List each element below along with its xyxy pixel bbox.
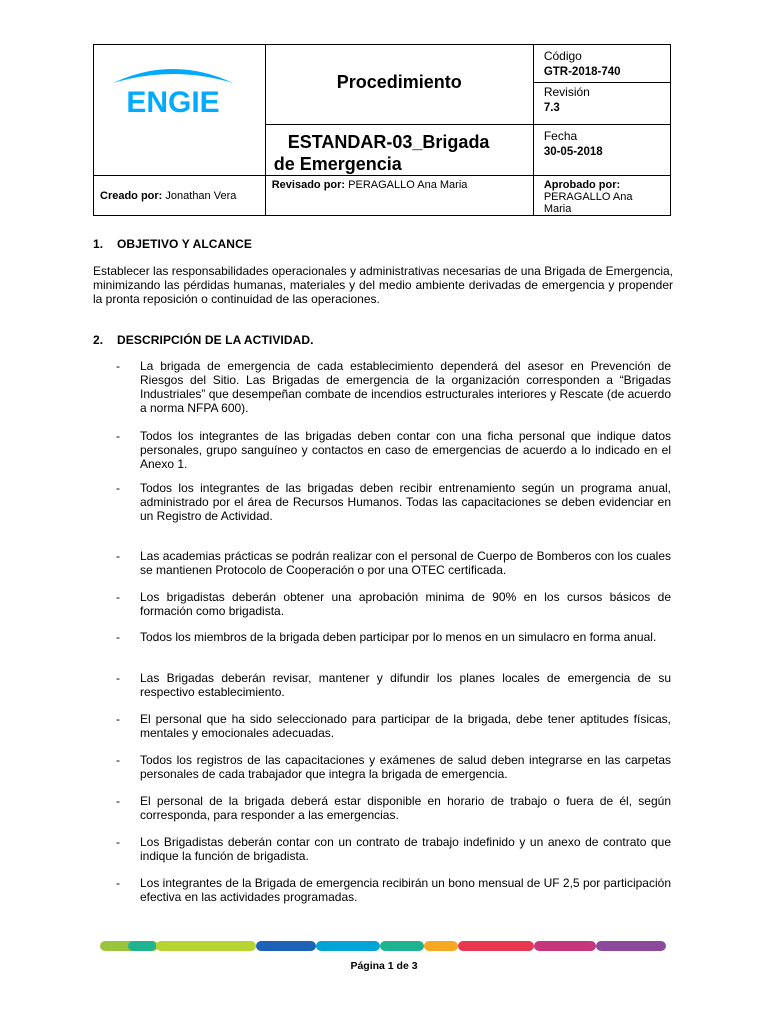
bullet-dash: - bbox=[116, 671, 120, 685]
reviewed-by-cell bbox=[265, 176, 533, 216]
code-revision-cell bbox=[533, 45, 670, 125]
page-number: Página 1 de 3 bbox=[350, 960, 418, 972]
bullet-dash: - bbox=[116, 429, 120, 443]
code-label: Código bbox=[543, 49, 582, 63]
date-value: 30-05-2018 bbox=[543, 146, 603, 158]
section-1-heading bbox=[93, 237, 252, 251]
revision-label: Revisión bbox=[543, 85, 590, 99]
bullet-text: Todos los integrantes de las brigadas deben recibir entrenamiento según un programa anual, administrado por el área de Recursos Humanos. Todas las capacitaciones se deben evidenciar en un Registro de Actividad. bbox=[140, 481, 671, 523]
created-by-cell bbox=[94, 176, 266, 216]
approved-by-cell bbox=[533, 176, 670, 216]
section-2-number: 2. bbox=[93, 333, 104, 347]
approved-label: Aprobado por: bbox=[543, 179, 621, 191]
bar-segment-lime bbox=[156, 941, 256, 951]
created-label: Creado por: bbox=[100, 189, 163, 202]
engie-logo bbox=[107, 58, 239, 116]
doc-type-cell bbox=[265, 45, 533, 125]
bullet-text: Las Brigadas deberán revisar, mantener y difundir los planes locales de emergencia de su respectivo establecimiento. bbox=[140, 671, 671, 699]
bullet-dash: - bbox=[116, 876, 120, 890]
bullet-text: Todos los integrantes de las brigadas deben contar con una ficha personal que indique datos personales, grupo sanguíneo y contactos en caso de emergencias de acuerdo a lo indicado en el Anexo 1. bbox=[140, 429, 671, 471]
bar-segment-magenta bbox=[534, 941, 596, 951]
bullet-text: El personal que ha sido seleccionado para participar de la brigada, debe tener aptitudes físicas, mentales y emocionales adecuadas. bbox=[140, 712, 671, 740]
bar-segment-red bbox=[458, 941, 534, 951]
document-title bbox=[266, 125, 533, 175]
footer-color-bar bbox=[100, 941, 666, 951]
bullet-dash: - bbox=[116, 835, 120, 849]
logo-text: ENGIE bbox=[126, 86, 220, 116]
section-1-paragraph: Establecer las responsabilidades operacionales y administrativas necesarias de una Brigada de Emergencia, minimizando las pérdidas humanas, materiales y del medio ambiente derivadas de emergencia y propender la pronta reposición o continuidad de las operaciones. bbox=[93, 264, 673, 306]
date-cell bbox=[533, 125, 670, 176]
bullet-text: Las academias prácticas se podrán realizar con el personal de Cuerpo de Bomberos con los cuales se mantienen Protocolo de Cooperación o por una OTEC certificada. bbox=[140, 549, 671, 577]
section-1-title: OBJETIVO Y ALCANCE bbox=[117, 237, 252, 251]
bar-segment-cyan bbox=[316, 941, 380, 951]
title-line-2: de Emergencia bbox=[273, 154, 402, 174]
bullet-dash: - bbox=[116, 590, 120, 604]
bullet-text: La brigada de emergencia de cada establecimiento dependerá del asesor en Prevención de Riesgos del Sitio. Las Brigadas de emergencia de la organización corresponden a “Brigadas Industriales” que desempeñan combate de incendios estructurales interiores y Rescate (de acuerdo a norma NFPA 600). bbox=[140, 359, 671, 415]
bullet-text: Los Brigadistas deberán contar con un contrato de trabajo indefinido y un anexo de contrato que indique la función de brigadista. bbox=[140, 835, 671, 863]
title-cell bbox=[265, 125, 533, 176]
document-header-table bbox=[93, 44, 671, 216]
bullet-dash: - bbox=[116, 481, 120, 495]
date-label: Fecha bbox=[543, 129, 578, 143]
logo-cell bbox=[94, 45, 266, 176]
revision-value: 7.3 bbox=[543, 102, 560, 114]
section-2-title: DESCRIPCIÓN DE LA ACTIVIDAD. bbox=[117, 333, 314, 347]
bar-segment-purple bbox=[596, 941, 666, 951]
doc-type: Procedimiento bbox=[336, 72, 462, 92]
bullet-text: El personal de la brigada deberá estar disponible en horario de trabajo o fuera de él, según corresponda, para responder a las emergencias. bbox=[140, 794, 671, 822]
bullet-text: Todos los miembros de la brigada deben participar por lo menos en un simulacro en forma anual. bbox=[140, 630, 657, 644]
reviewed-value: PERAGALLO Ana Maria bbox=[348, 179, 468, 191]
bullet-text: Los brigadistas deberán obtener una aprobación minima de 90% en los cursos básicos de formación como brigadista. bbox=[140, 590, 671, 618]
section-1-number: 1. bbox=[93, 237, 104, 251]
bullet-dash: - bbox=[116, 630, 120, 644]
reviewed-label: Revisado por: bbox=[271, 179, 346, 191]
bullet-dash: - bbox=[116, 753, 120, 767]
bar-segment-teal-2 bbox=[380, 941, 424, 951]
section-2-heading bbox=[93, 333, 314, 347]
approved-value: PERAGALLO Ana Maria bbox=[543, 191, 633, 215]
created-value: Jonathan Vera bbox=[165, 189, 237, 202]
bullet-text: Los integrantes de la Brigada de emergencia recibirán un bono mensual de UF 2,5 por participación efectiva en las actividades programadas. bbox=[140, 876, 671, 904]
bullet-text: Todos los registros de las capacitaciones y exámenes de salud deben integrarse en las carpetas personales de cada trabajador que integra la brigada de emergencia. bbox=[140, 753, 671, 781]
bar-segment-blue bbox=[256, 941, 316, 951]
bar-segment-teal bbox=[128, 941, 156, 951]
code-value: GTR-2018-740 bbox=[543, 66, 621, 78]
bar-segment-orange bbox=[424, 941, 458, 951]
title-line-1: ESTANDAR-03_Brigada bbox=[287, 132, 490, 152]
bullet-dash: - bbox=[116, 712, 120, 726]
bullet-dash: - bbox=[116, 794, 120, 808]
bullet-dash: - bbox=[116, 549, 120, 563]
bullet-dash: - bbox=[116, 359, 120, 373]
